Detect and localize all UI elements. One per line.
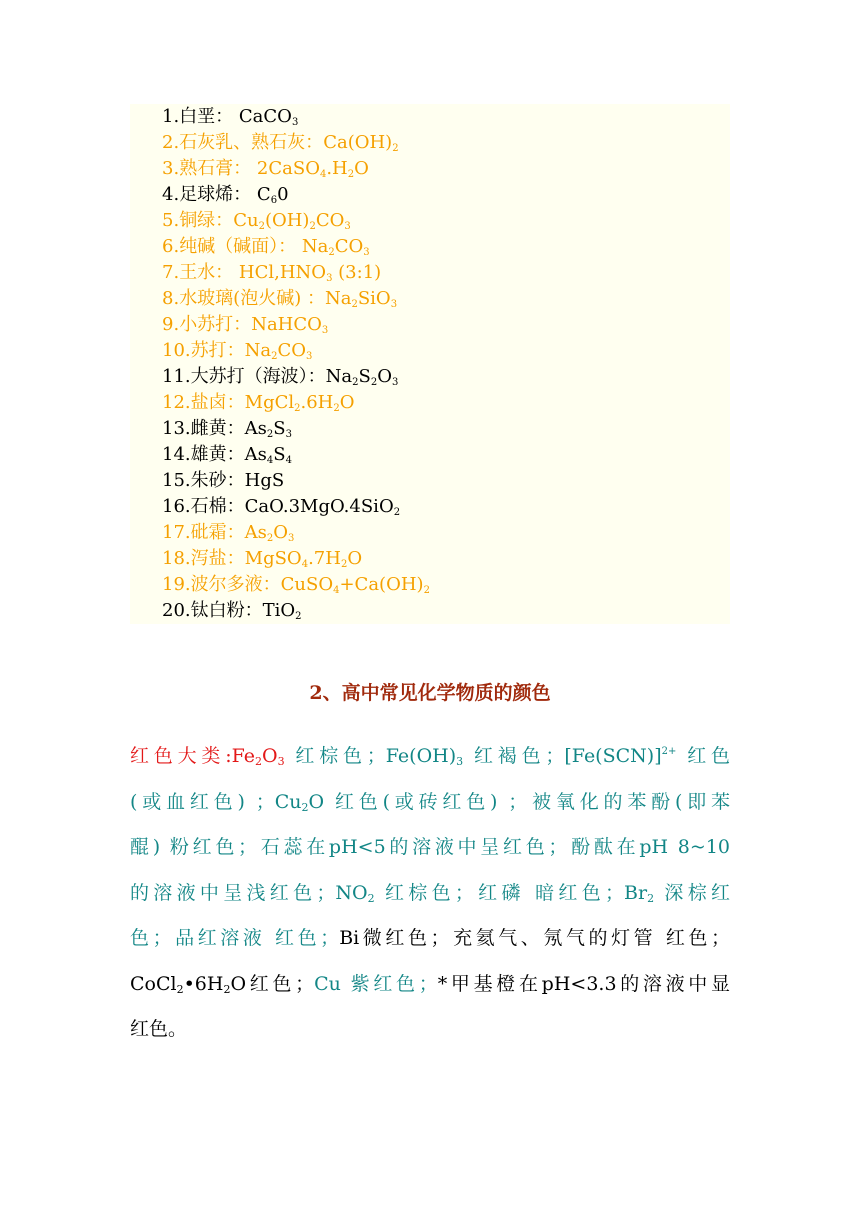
list-item: [162, 468, 284, 494]
list-item: [162, 338, 312, 364]
list-item: [162, 130, 399, 156]
item-formula: $As_2O_3$: [244, 522, 295, 544]
paragraph-line: [130, 966, 730, 1012]
paragraph-line: [130, 920, 730, 966]
item-formula: $Na_2S_2O_3$: [325, 366, 399, 388]
item-common-name: 石灰乳、熟石灰：: [179, 132, 324, 153]
list-item: [162, 390, 355, 416]
item-number: 4.: [162, 184, 180, 205]
text-run: 3: [277, 755, 285, 768]
item-formula: $CuSO_4+Ca(OH)_2$: [280, 574, 430, 596]
item-common-name: 熟石膏：: [179, 158, 252, 179]
text-run: 深棕红: [654, 881, 731, 904]
text-run: 2: [367, 891, 375, 905]
list-item: [162, 260, 381, 286]
text-run: 红棕色；红磷 暗红色；Br: [374, 881, 648, 904]
list-item: [162, 442, 292, 468]
item-formula: CaCO$_3$: [233, 106, 299, 128]
item-common-name: 铜绿：: [179, 210, 234, 231]
item-formula: HgS: [244, 470, 285, 491]
item-formula: TiO$_2$: [262, 600, 302, 622]
text-run: 红色大类:Fe: [130, 745, 255, 767]
item-formula: $Cu_2(OH)_2CO_3$: [233, 210, 351, 232]
text-run: CoCl: [130, 972, 177, 995]
item-number: 7.: [162, 262, 180, 283]
text-run: 醌) 粉红色；石蕊在pH<5的溶液中呈红色；酚酞在pH 8~10: [130, 836, 730, 858]
text-run: *甲基橙在pH<3.3的溶液中显: [437, 972, 730, 995]
item-number: 16.: [162, 496, 191, 517]
item-common-name: 苏打：: [190, 340, 245, 361]
text-run: 红色。: [130, 1018, 188, 1040]
item-number: 2.: [162, 132, 180, 153]
text-run: 2: [223, 982, 231, 996]
text-run: 2: [301, 800, 309, 814]
paragraph-line: [130, 1011, 730, 1057]
text-run: Bi微红色；充氦气、氖气的灯管 红色；: [339, 927, 730, 949]
item-number: 13.: [162, 418, 191, 439]
item-common-name: 大苏打（海波）：: [190, 366, 326, 387]
item-formula: $Na_2CO_3$: [244, 340, 313, 362]
list-item: [162, 312, 328, 338]
item-number: 18.: [162, 548, 191, 569]
item-common-name: 砒霜：: [190, 522, 245, 543]
text-run: 2: [647, 891, 655, 905]
text-run: 红棕色；Fe(OH): [284, 745, 457, 767]
text-run: 2: [254, 755, 262, 768]
item-number: 1.: [162, 106, 180, 127]
item-common-name: 纯碱（碱面）：: [179, 236, 297, 257]
text-run: 3: [456, 755, 464, 768]
item-number: 20.: [162, 600, 191, 621]
item-common-name: 雄黄：: [190, 444, 245, 465]
paragraph-line: [130, 784, 730, 830]
item-formula: NaHCO$_3$: [251, 314, 329, 336]
list-item: [162, 416, 292, 442]
item-common-name: 王水：: [179, 262, 234, 283]
list-item: [162, 182, 289, 208]
item-number: 17.: [162, 522, 191, 543]
paragraph-line: [130, 829, 730, 875]
item-number: 12.: [162, 392, 191, 413]
item-common-name: 盐卤：: [190, 392, 245, 413]
item-number: 5.: [162, 210, 180, 231]
item-formula: $MgSO_4.7H_2O$: [244, 548, 363, 570]
item-formula: $2CaSO_4.H_2O$: [251, 158, 369, 180]
item-formula: $Ca(OH)_2$: [323, 132, 399, 154]
list-item: [162, 572, 430, 598]
nickname-list-box: [130, 104, 730, 624]
list-item: [162, 286, 397, 312]
list-item: [162, 598, 302, 624]
text-run: 红色: [676, 745, 730, 767]
item-number: 15.: [162, 470, 191, 491]
item-common-name: 朱砂：: [190, 470, 245, 491]
item-number: 11.: [162, 366, 191, 387]
list-item: [162, 546, 362, 572]
text-run: 红褐色；[Fe(SCN)]: [463, 745, 662, 767]
red-colors-paragraph: [130, 738, 730, 1057]
item-formula: $MgCl_2.6H_2O$: [244, 392, 355, 414]
item-formula: $HCl,HNO_3$ (3:1): [233, 262, 382, 284]
item-common-name: 足球烯：: [179, 184, 252, 205]
item-number: 14.: [162, 444, 191, 465]
item-number: 3.: [162, 158, 180, 179]
text-run: O: [261, 745, 278, 767]
item-common-name: 小苏打：: [179, 314, 252, 335]
list-item: [162, 104, 298, 130]
text-run: (或血红色) ；Cu: [130, 790, 302, 813]
text-run: O 红色(或砖红色) ；被氧化的苯酚(即苯: [308, 790, 730, 813]
list-item: [162, 208, 351, 234]
text-run: 的溶液中呈浅红色；NO: [130, 881, 368, 904]
text-run: 2+: [661, 746, 677, 757]
text-run: •6H: [183, 972, 224, 995]
item-formula: $As_4S_4$: [244, 444, 292, 466]
list-item: [162, 234, 370, 260]
item-formula: $As_2S_3$: [244, 418, 292, 440]
item-formula: $Na_2SiO_3$: [324, 288, 398, 310]
item-number: 6.: [162, 236, 180, 257]
text-run: 2: [176, 982, 184, 996]
paragraph-line: [130, 738, 730, 784]
text-run: 色；品红溶液 红色；: [130, 927, 340, 949]
item-formula: $C_60$: [251, 184, 289, 206]
item-number: 19.: [162, 574, 191, 595]
item-common-name: 雌黄：: [190, 418, 245, 439]
list-item: [162, 520, 294, 546]
item-formula: $Na_2CO_3$: [296, 236, 370, 258]
item-common-name: 水玻璃(泡火碱) ：: [179, 288, 325, 309]
section-heading: 2、高中常见化学物质的颜色: [309, 682, 551, 704]
item-common-name: 泻盐：: [190, 548, 245, 569]
paragraph-line: [130, 875, 730, 921]
list-item: [162, 156, 369, 182]
item-common-name: 石棉：: [190, 496, 245, 517]
item-formula: CaO.3MgO.4SiO$_2$: [244, 496, 401, 518]
item-number: 10.: [162, 340, 191, 361]
item-number: 9.: [162, 314, 180, 335]
item-number: 8.: [162, 288, 180, 309]
list-item: [162, 364, 398, 390]
item-common-name: 钛白粉：: [190, 600, 263, 621]
text-run: O红色；: [230, 972, 315, 995]
item-common-name: 白垩：: [179, 106, 234, 127]
list-item: [162, 494, 400, 520]
item-common-name: 波尔多液：: [190, 574, 281, 595]
text-run: Cu 紫红色；: [314, 972, 438, 995]
